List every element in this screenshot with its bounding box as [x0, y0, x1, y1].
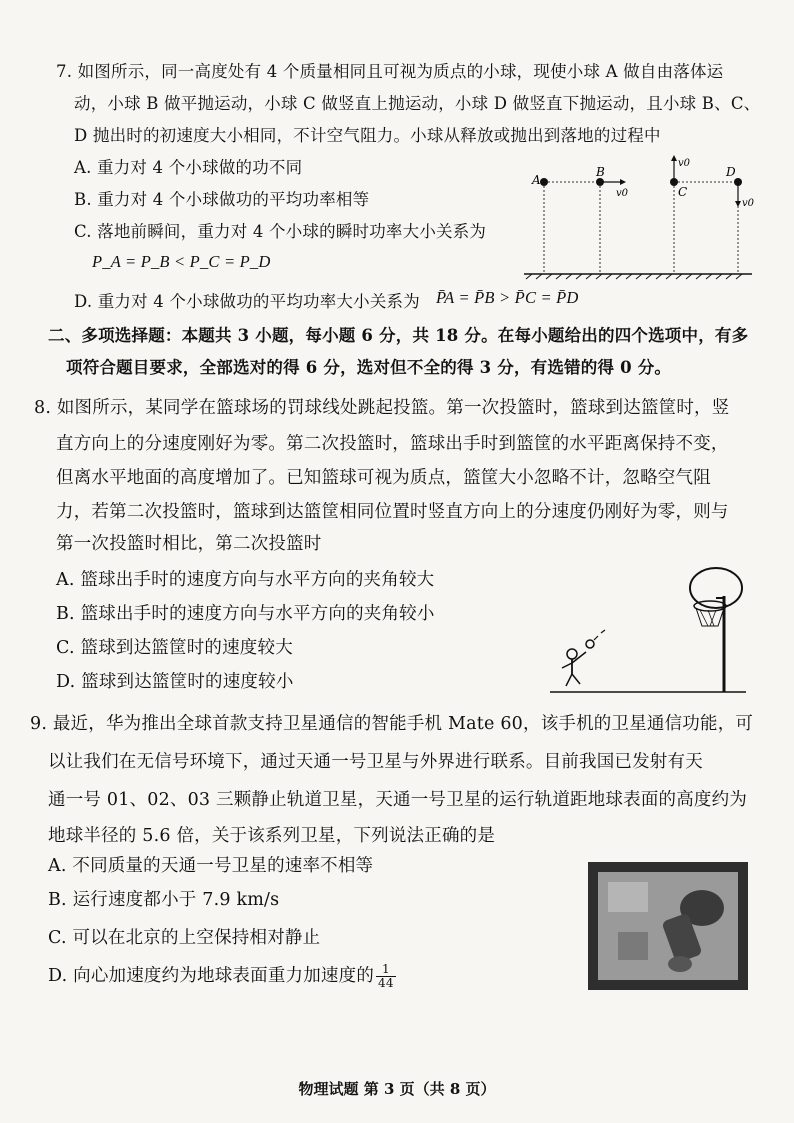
section2-line2: 项符合题目要求，全部选对的得 6 分，选对但不全的得 3 分，有选错的得 0 分。	[66, 358, 672, 377]
fraction	[376, 963, 396, 990]
q7-option-d: D. 重力对 4 个小球做功的平均功率大小关系为	[74, 292, 420, 311]
satellite-photo-content	[598, 872, 738, 980]
q9-option-d-text: D. 向心加速度约为地球表面重力加速度的	[48, 966, 375, 986]
label-v0-d: v0	[742, 198, 755, 209]
q9-option-d	[48, 962, 396, 990]
q7-stem-line2: 动，小球 B 做平抛运动，小球 C 做竖直上抛运动，小球 D 做竖直下抛运动，且小球 B、C、	[74, 94, 761, 113]
hoop	[694, 601, 726, 611]
ball-a	[540, 178, 548, 186]
q9-stem-line4: 地球半径的 5.6 倍，关于该系列卫星，下列说法正确的是	[48, 826, 496, 846]
q7-option-d-formula: P̄A = P̄B > P̄C = P̄D	[436, 288, 579, 307]
q8-basketball-figure	[550, 568, 750, 698]
q8-stem-line3: 但离水平地面的高度增加了。已知篮球可视为质点，篮筐大小忽略不计，忽略空气阻	[56, 468, 711, 488]
q8-stem-line1: 8. 如图所示，某同学在篮球场的罚球线处跳起投篮。第一次投篮时，篮球到达篮筐时，竖	[34, 398, 730, 418]
q9-stem-line1: 9. 最近，华为推出全球首款支持卫星通信的智能手机 Mate 60，该手机的卫星通信功能，可	[30, 714, 754, 734]
q9-option-a: A. 不同质量的天通一号卫星的速率不相等	[48, 856, 374, 876]
q7-stem-line1: 7. 如图所示，同一高度处有 4 个质量相同且可视为质点的小球，现使小球 A 做自由落体运	[56, 62, 724, 81]
q9-option-c: C. 可以在北京的上空保持相对静止	[48, 928, 321, 948]
q7-figure	[518, 152, 758, 282]
fraction-denominator: 44	[378, 976, 394, 990]
basketball	[586, 640, 594, 648]
player-head	[567, 649, 577, 659]
satellite-photo	[588, 862, 748, 990]
label-b: B	[596, 165, 605, 179]
q8-stem-line5: 第一次投篮时相比，第二次投篮时	[56, 534, 322, 554]
q8-option-c: C. 篮球到达篮筐时的速度较大	[56, 638, 293, 658]
label-v0-c: v0	[678, 158, 691, 169]
q7-option-c: C. 落地前瞬间，重力对 4 个小球的瞬时功率大小关系为	[74, 222, 487, 241]
q8-option-d: D. 篮球到达篮筐时的速度较小	[56, 672, 294, 692]
label-v0-b: v0	[616, 188, 629, 199]
q8-stem-line2: 直方向上的分速度刚好为零。第二次投篮时，篮球出手时到篮筐的水平距离保持不变，	[56, 434, 729, 454]
q9-option-b: B. 运行速度都小于 7.9 km/s	[48, 890, 280, 910]
q8-option-a: A. 篮球出手时的速度方向与水平方向的夹角较大	[56, 570, 435, 590]
q7-stem-line3: D 抛出时的初速度大小相同，不计空气阻力。小球从释放或抛出到落地的过程中	[74, 126, 661, 145]
q7-option-a: A. 重力对 4 个小球做的功不同	[74, 158, 303, 177]
page-footer: 物理试题 第 3 页（共 8 页）	[298, 1080, 496, 1098]
q8-option-b: B. 篮球出手时的速度方向与水平方向的夹角较小	[56, 604, 435, 624]
label-a: A	[532, 173, 541, 187]
section2-line1: 二、多项选择题：本题共 3 小题，每小题 6 分，共 18 分。在每小题给出的四个选项中，有多	[48, 326, 749, 345]
q7-option-b: B. 重力对 4 个小球做功的平均功率相等	[74, 190, 370, 209]
label-c: C	[678, 185, 688, 199]
label-d: D	[726, 165, 736, 179]
q8-stem-line4: 力，若第二次投篮时，篮球到达篮筐相同位置时竖直方向上的分速度仍刚好为零，则与	[56, 502, 729, 522]
q9-stem-line2: 以让我们在无信号环境下，通过天通一号卫星与外界进行联系。目前我国已发射有天	[48, 752, 703, 772]
q7-option-c-formula: P_A = P_B < P_C = P_D	[92, 252, 271, 271]
q9-stem-line3: 通一号 01、02、03 三颗静止轨道卫星，天通一号卫星的运行轨道距地球表面的高度约为	[48, 790, 748, 810]
fraction-numerator: 1	[376, 963, 396, 977]
